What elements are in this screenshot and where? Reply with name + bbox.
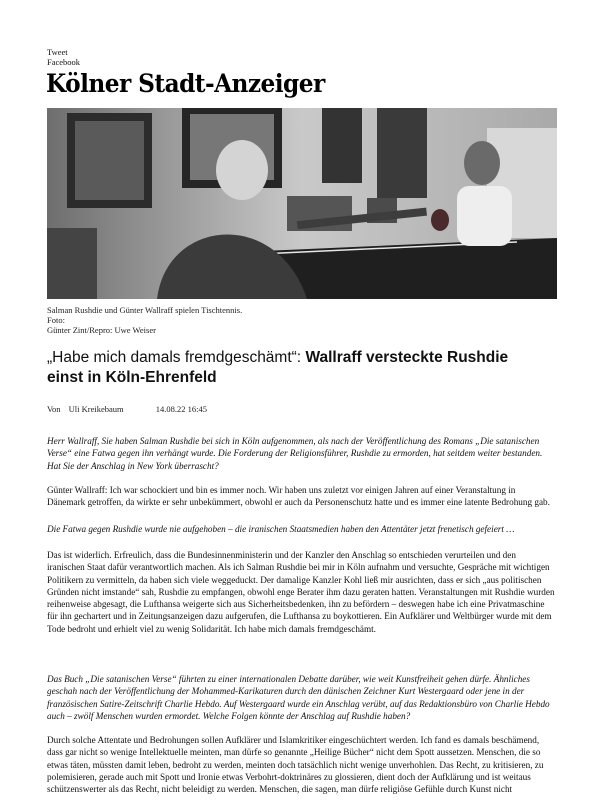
interview-question-3: Das Buch „Die satanischen Verse“ führten zu einer internationalen Debatte darüber, wie weit Kunstfreiheit gehen dürfe. Ähnliches geschah nach der Veröffentlichung der Mohammed-Karikaturen durch den dänischen Zeichner Kurt Westergaard oder jene in der französischen Satire-Zeitschrift Charlie Hebdo. Auf Westergaard wurde ein Anschlag verübt, auf das Redaktionsbüro von Charlie Hebdo auch – zwölf Menschen wurden ermordet. Welche Folgen könnte der Anschlag auf Rushdie haben? [47, 674, 550, 721]
interview-answer-2: Das ist widerlich. Erfreulich, dass die Bundesinnenministerin und der Kanzler den Anschlag so entschieden verurteilen und den iranischen Staat dafür verantwortlich machen. Als ich Salman Rushdie bei mir in Köln aufnahm und versuchte, Gespräche mit wichtigen Politikern zu vermitteln, da haben sich viele weggeduckt. Der damalige Kanzler Kohl ließ mir ausrichten, dass er sich „aus politischen Gründen nicht imstande“ sah, Rushdie zu empfangen, obwohl enge Berater ihm dazu geraten hatten. Veranstaltungen mit Rushdie wurden reihenweise abgesagt, die Lufthansa weigerte sich aus Sicherheitsbedenken, ihn zu befördern – deswegen habe ich eine Privatmaschine für ihn gechartert und in Zeitungsanzeigen dazu aufgerufen, die Lufthansa zu boykottieren. Ein Aufklärer und Weltbürger wurde mit dem Tode bedroht und erhielt viel zu wenig Solidarität. Ich habe mich damals fremdgeschämt. [47, 550, 555, 634]
headline-kicker: „Habe mich damals fremdgeschämt“: [47, 349, 302, 366]
interview-question-1: Herr Wallraff, Sie haben Salman Rushdie bei sich in Köln aufgenommen, als nach der Veröffentlichung des Romans „Die satanischen Verse“ eine Fatwa gegen ihn verhängt wurde. Die Forderung der Religionsführer, Rushdie zu ermorden, hat seitdem weiter bestanden. Hat Sie der Anschlag in New York überrascht? [47, 436, 543, 471]
interview-question-2: Die Fatwa gegen Rushdie wurde nie aufgehoben – die iranischen Staatsmedien haben den Attentäter jetzt frenetisch gefeiert … [47, 524, 515, 534]
byline [47, 404, 207, 414]
photo-credit: Günter Zint/Repro: Uwe Weiser [47, 325, 156, 335]
article-photo [47, 108, 557, 299]
byline-date: 14.08.22 16:45 [155, 404, 208, 414]
table-tennis-photo-illustration [47, 108, 557, 299]
newspaper-logo: Kölner Stadt-Anzeiger [46, 69, 325, 98]
byline-author[interactable]: Uli Kreikebaum [68, 404, 124, 414]
interview-answer-1: Günter Wallraff: Ich war schockiert und bin es immer noch. Wir haben uns zuletzt vor einigen Jahren auf einer Veranstaltung in Dänemark getroffen, da wirkte er sehr unbekümmert, obwohl er auch da Personenschutz hatte und es immer eine latente Bedrohung gab. [47, 485, 550, 508]
photo-caption: Salman Rushdie und Günter Wallraff spielen Tischtennis. [47, 305, 243, 315]
facebook-link[interactable]: Facebook [47, 57, 81, 67]
interview-answer-3: Durch solche Attentate und Bedrohungen sollen Aufklärer und Islamkritiker eingeschüchtert werden. Ich fand es damals beschämend, dass gar nicht so wenige Intellektuelle meinten, man dürfe so genannte „Heilige Bücher“ nicht dem Spott aussetzen. Menschen, die so etwas täten, müssten damit leben, bedroht zu werden, meinten doch tatsächlich nicht wenige unverhohlen. Das Recht, zu kritisieren, zu polemisieren, gerade auch mit Spott und Ironie etwas Verbohrt-doktrinäres zu glossieren, dient doch der Aufklärung und ist weitaus schützenswerter als das Recht, nicht beleidigt zu werden. Menschen, die sagen, man dürfe religiöse Gefühle durch Kunst nicht [47, 735, 544, 795]
byline-prefix: Von [47, 404, 61, 414]
headline-title: Wallraff versteckte Rushdie einst in Köln-Ehrenfeld [47, 349, 509, 386]
article-headline [47, 348, 547, 388]
tweet-link[interactable]: Tweet [47, 47, 68, 57]
photo-caption-foto-label: Foto: [47, 315, 65, 325]
